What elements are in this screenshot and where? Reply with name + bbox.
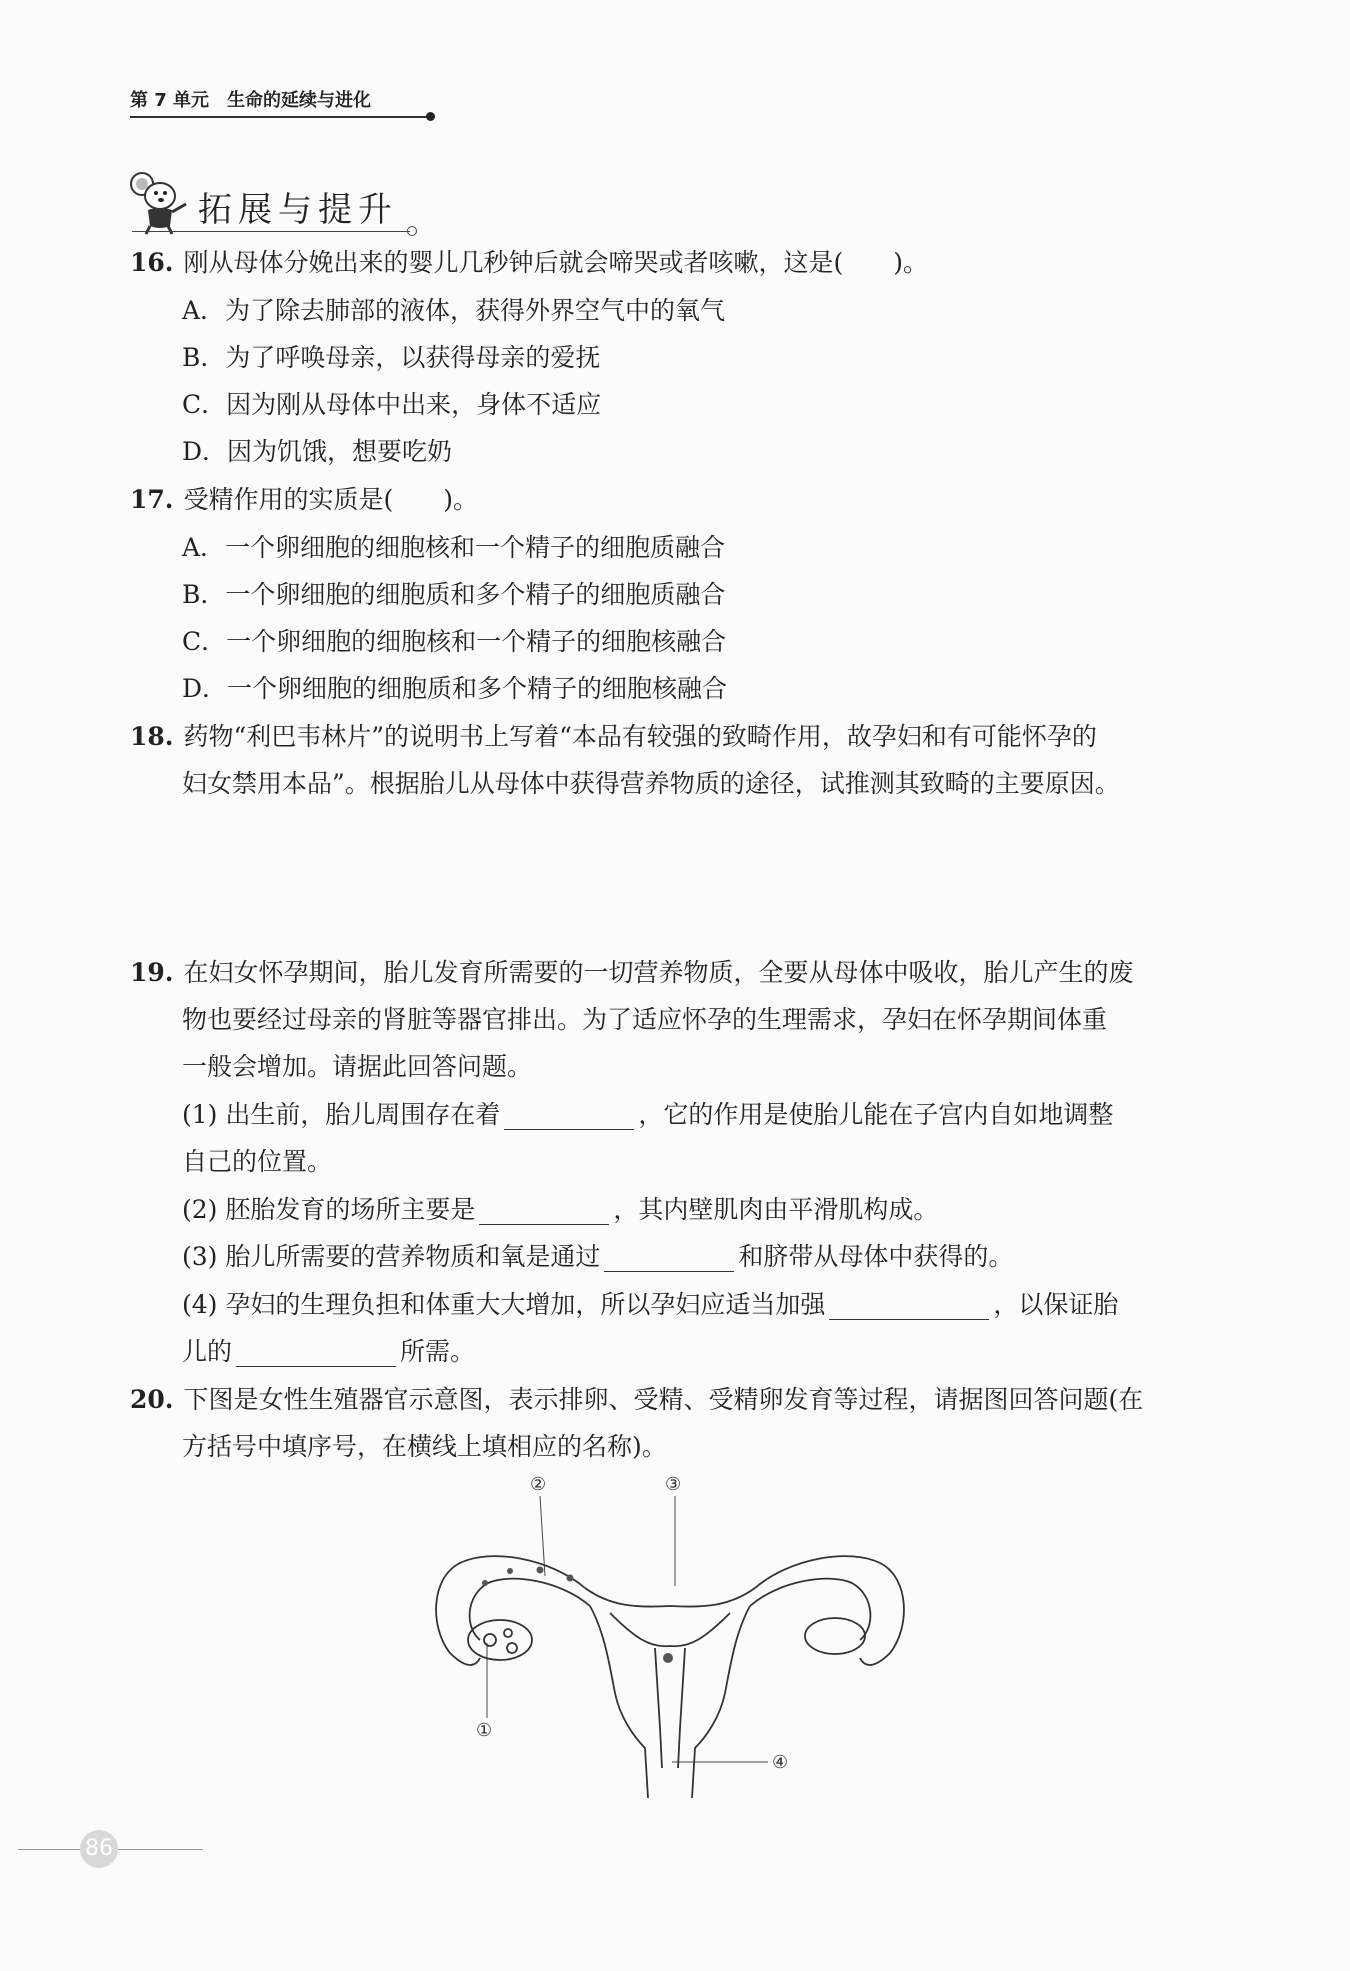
subquestion-text: 所需。 [400, 1337, 476, 1366]
subquestion-3 [182, 1242, 1013, 1272]
label-4: ④ [772, 1752, 789, 1773]
question-number: 16. [130, 248, 174, 277]
subquestion-text: 自己的位置。 [182, 1147, 333, 1176]
option-c: C．因为刚从母体中出来，身体不适应 [182, 390, 602, 419]
header-dot [426, 112, 435, 121]
header-rule [130, 116, 430, 118]
option-d: D．一个卵细胞的细胞质和多个精子的细胞核融合 [182, 674, 728, 703]
subquestion-text: (2) 胚胎发育的场所主要是 [182, 1195, 476, 1224]
label-3: ③ [665, 1474, 682, 1495]
subquestion-text: 儿的 [182, 1337, 233, 1366]
subquestion-text: 和脐带从母体中获得的。 [738, 1242, 1014, 1271]
label-1: ① [476, 1720, 493, 1741]
option-d: D．因为饥饿，想要吃奶 [182, 437, 453, 466]
mouse-mascot-icon [128, 168, 196, 236]
subquestion-1 [182, 1100, 1113, 1130]
question-text-line: 在妇女怀孕期间，胎儿发育所需要的一切营养物质，全要从母体中吸收，胎儿产生的废 [183, 958, 1134, 987]
unit-header [130, 86, 389, 112]
question-text-line: 方括号中填序号，在横线上填相应的名称)。 [182, 1432, 667, 1461]
subquestion-text: ，以保证胎 [993, 1290, 1119, 1319]
question-number: 19. [130, 958, 174, 987]
question-text-line: 物也要经过母亲的肾脏等器官排出。为了适应怀孕的生理需求，孕妇在怀孕期间体重 [182, 1005, 1108, 1034]
label-2: ② [530, 1474, 547, 1495]
option-a: A．为了除去肺部的液体，获得外界空气中的氧气 [182, 296, 726, 325]
subquestion-text: (3) 胎儿所需要的营养物质和氧是通过 [182, 1242, 601, 1271]
answer-blank[interactable] [829, 1295, 989, 1320]
uterus-shape [436, 1556, 904, 1798]
unit-title: 生命的延续与进化 [227, 90, 372, 111]
answer-blank[interactable] [479, 1200, 609, 1225]
section-title: 拓展与提升 [198, 190, 398, 230]
option-b: B．一个卵细胞的细胞质和多个精子的细胞质融合 [182, 580, 726, 609]
option-a: A．一个卵细胞的细胞核和一个精子的细胞质融合 [182, 533, 726, 562]
question-stem: 刚从母体分娩出来的婴儿几秒钟后就会啼哭或者咳嗽，这是( )。 [183, 248, 929, 277]
subquestion-text: ，它的作用是使胎儿能在子宫内自如地调整 [638, 1100, 1114, 1129]
question-19 [130, 958, 1134, 988]
question-text-line: 药物“利巴韦林片”的说明书上写着“本品有较强的致畸作用，故孕妇和有可能怀孕的 [183, 722, 1097, 751]
question-16 [130, 248, 928, 278]
question-text-line: 妇女禁用本品”。根据胎儿从母体中获得营养物质的途径，试推测其致畸的主要原因。 [182, 769, 1120, 798]
question-number: 17. [130, 485, 174, 514]
question-number: 20. [130, 1385, 174, 1414]
answer-blank[interactable] [236, 1342, 396, 1367]
question-text-line: 一般会增加。请据此回答问题。 [182, 1052, 533, 1081]
page-number: 86 [80, 1830, 118, 1868]
subquestion-4 [182, 1290, 1118, 1320]
female-reproductive-system-diagram [410, 1468, 930, 1808]
question-17 [130, 485, 478, 515]
option-c: C．一个卵细胞的细胞核和一个精子的细胞核融合 [182, 627, 727, 656]
option-b: B．为了呼唤母亲，以获得母亲的爱抚 [182, 343, 601, 372]
subquestion-text: ，其内壁肌肉由平滑肌构成。 [613, 1195, 939, 1224]
section-ring [407, 226, 417, 236]
section-rule [132, 231, 410, 232]
subquestion-2 [182, 1195, 938, 1225]
question-20 [130, 1385, 1143, 1415]
subquestion-text: (4) 孕妇的生理负担和体重大大增加，所以孕妇应适当加强 [182, 1290, 826, 1319]
subquestion-4-cont [182, 1337, 475, 1367]
question-stem: 受精作用的实质是( )。 [183, 485, 479, 514]
unit-number: 第 7 单元 [130, 90, 210, 111]
question-18 [130, 722, 1097, 752]
answer-blank[interactable] [604, 1247, 734, 1272]
question-text-line: 下图是女性生殖器官示意图，表示排卵、受精、受精卵发育等过程，请据图回答问题(在 [183, 1385, 1144, 1414]
answer-blank[interactable] [504, 1105, 634, 1130]
question-number: 18. [130, 722, 174, 751]
subquestion-text: (1) 出生前，胎儿周围存在着 [182, 1100, 501, 1129]
